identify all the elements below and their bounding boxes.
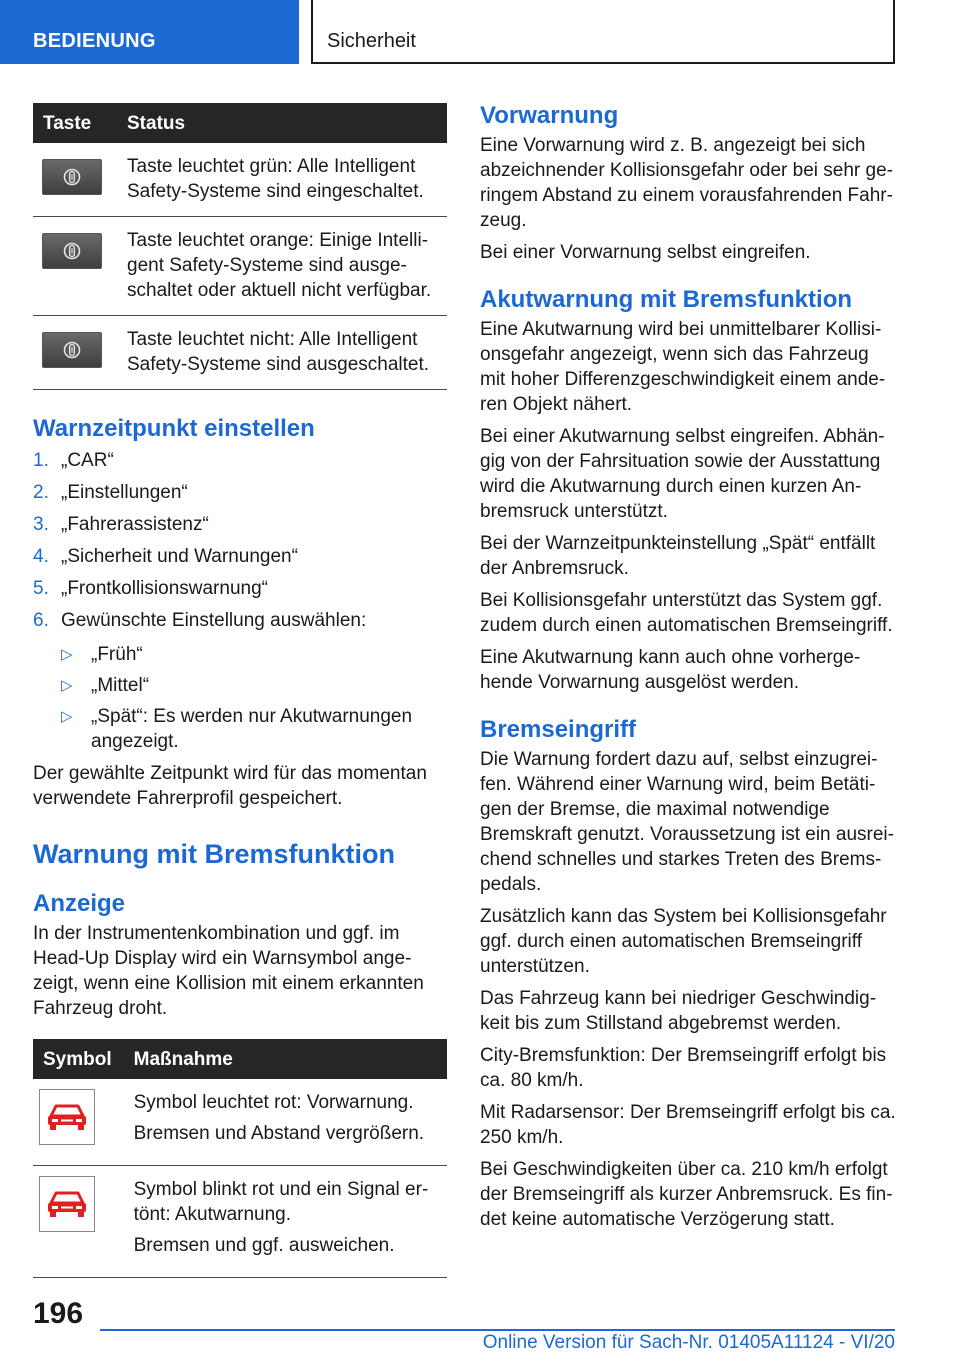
page-number: 196 — [33, 1297, 84, 1330]
status-text: Taste leuchtet orange: Einige Intelligent Safety-Systeme sind ausgeschaltet oder aktuell nicht verfügbar. — [114, 217, 447, 316]
triangle-bullet-icon: ▷ — [61, 677, 73, 694]
table-header-massnahme: Maßnahme — [112, 1039, 447, 1079]
bremseingriff-paragraph: Zusätzlich kann das System bei Kollisionsgefahr ggf. durch einen automatischen Bremseingriff unterstützen. — [480, 906, 887, 977]
status-text: Taste leuchtet grün: Alle Intelligent Safety-Systeme sind eingeschaltet. — [114, 143, 447, 217]
status-text: Taste leuchtet nicht: Alle Intelligent Safety-Systeme sind ausgeschaltet. — [114, 316, 447, 390]
heading-bremseingriff: Bremseingriff — [480, 716, 637, 743]
akutwarnung-paragraph: Eine Akutwarnung wird bei unmittelbarer Kollisionsgefahr angezeigt, wenn sich das Fahrzeug mit hoher Differenzgeschwindigkeit einem anderen Objekt nähert. — [480, 319, 886, 415]
table-row — [33, 316, 447, 390]
list-item: 6. Gewünschte Einstellung auswählen: ▷ „Früh“ ▷ „Mittel“ ▷ „Spät“: Es werden nur Akutwarnungen angezeigt. — [33, 608, 447, 754]
table-row — [33, 143, 447, 217]
list-item: 1. „CAR“ — [33, 450, 114, 471]
action-line: Symbol blinkt rot und ein Signal ertönt: Akutwarnung. — [133, 1179, 429, 1225]
section-tab: BEDIENUNG — [0, 0, 299, 64]
triangle-bullet-icon: ▷ — [61, 646, 73, 663]
heading-warnung-bremsfunktion: Warnung mit Bremsfunktion — [33, 839, 395, 869]
right-column — [480, 101, 896, 1232]
heading-warnzeitpunkt: Warnzeitpunkt einstellen — [33, 415, 315, 442]
list-item: 4. „Sicherheit und Warnungen“ — [33, 546, 298, 567]
bremseingriff-paragraph: Bei Geschwindigkeiten über ca. 210 km/h erfolgt der Bremseingriff als kurzer Anbremsruck. Es findet keine automatische Verzögerung statt. — [480, 1159, 893, 1230]
anzeige-text: In der Instrumentenkombination und ggf. im Head-Up Display wird ein Warnsymbol angezeigt, wenn eine Kollision mit einem erkannten Fahrzeug droht. — [33, 923, 424, 1019]
heading-vorwarnung: Vorwarnung — [480, 102, 619, 129]
key-status-table — [33, 103, 447, 390]
vorwarnung-paragraph: Bei einer Vorwarnung selbst eingreifen. — [480, 242, 811, 263]
option-item: ▷ „Mittel“ — [61, 675, 150, 696]
triangle-bullet-icon: ▷ — [61, 708, 73, 725]
bremseingriff-paragraph: Das Fahrzeug kann bei niedriger Geschwindigkeit bis zum Stillstand abgebremst werden. — [480, 988, 877, 1034]
list-item: 5. „Frontkollisionswarnung“ — [33, 578, 268, 599]
akutwarnung-paragraph: Bei Kollisionsgefahr unterstützt das System ggf. zudem durch einen automatischen Bremseingriff. — [480, 590, 893, 636]
table-header-symbol: Symbol — [33, 1039, 112, 1079]
car-warning-red-icon — [39, 1089, 95, 1145]
key-button-orange-icon — [42, 233, 102, 269]
symbol-action-table — [33, 1039, 447, 1278]
akutwarnung-paragraph: Bei einer Akutwarnung selbst eingreifen. Abhängig von der Fahrsituation sowie der Ausstattung wird die Akutwarnung durch einen kurzen Anbremsruck unterstützt. — [480, 426, 885, 522]
settings-steps-list — [33, 448, 447, 754]
table-row — [33, 1079, 447, 1166]
vorwarnung-paragraph: Eine Vorwarnung wird z. B. angezeigt bei sich abzeichnender Kollisionsgefahr oder bei sehr geringem Abstand zu einem vorausfahrenden Fahrzeug. — [480, 135, 893, 231]
list-item: 2. „Einstellungen“ — [33, 482, 188, 503]
heading-akutwarnung: Akutwarnung mit Bremsfunktion — [480, 286, 853, 313]
list-item: 3. „Fahrerassistenz“ — [33, 514, 209, 535]
topic-header: Sicherheit — [311, 0, 895, 64]
online-version-note: Online Version für Sach-Nr. 01405A11124 - VI/20 — [482, 1332, 895, 1353]
footer-divider — [100, 1329, 895, 1331]
key-button-off-icon — [42, 332, 102, 368]
table-header-status: Status — [114, 103, 447, 143]
action-line: Bremsen und Abstand vergrößern. — [133, 1123, 425, 1144]
bremseingriff-paragraph: City-Bremsfunktion: Der Bremseingriff erfolgt bis ca. 80 km/h. — [480, 1045, 887, 1091]
profile-note: Der gewählte Zeitpunkt wird für das momentan verwendete Fahrerprofil gespeichert. — [33, 763, 427, 809]
key-button-green-icon — [42, 159, 102, 195]
bremseingriff-paragraph: Die Warnung fordert dazu auf, selbst einzugreifen. Während einer Warnung wird, beim Betätigen der Bremse, die maximal notwendige Bremskraft genutzt. Voraussetzung ist ein ausreichend schnelles und starkes Treten des Bremspedals. — [480, 749, 894, 895]
table-header-taste: Taste — [33, 103, 114, 143]
option-item: ▷ „Spät“: Es werden nur Akutwarnungen angezeigt. — [61, 706, 413, 752]
option-list — [61, 642, 447, 754]
action-line: Bremsen und ggf. ausweichen. — [133, 1235, 395, 1256]
table-row — [33, 217, 447, 316]
bremseingriff-paragraph: Mit Radarsensor: Der Bremseingriff erfolgt bis ca. 250 km/h. — [480, 1102, 896, 1148]
left-column — [33, 103, 447, 1278]
akutwarnung-paragraph: Eine Akutwarnung kann auch ohne vorhergehende Vorwarnung ausgelöst werden. — [480, 647, 861, 693]
car-warning-flashing-icon — [39, 1176, 95, 1232]
akutwarnung-paragraph: Bei der Warnzeitpunkteinstellung „Spät“ entfällt der Anbremsruck. — [480, 533, 876, 579]
option-item: ▷ „Früh“ — [61, 644, 143, 665]
heading-anzeige: Anzeige — [33, 890, 126, 917]
table-row — [33, 1166, 447, 1278]
action-line: Symbol leuchtet rot: Vorwarnung. — [133, 1092, 414, 1113]
